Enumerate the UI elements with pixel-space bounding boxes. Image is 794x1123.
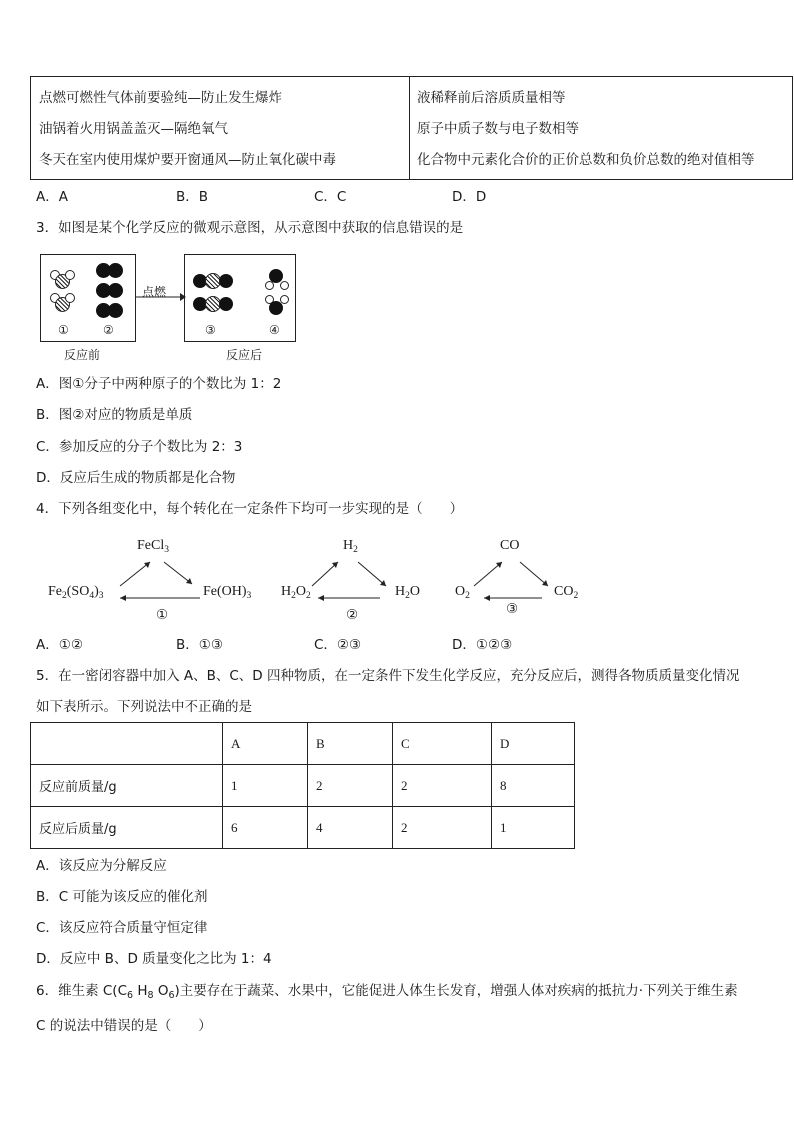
cell: 2 [393, 807, 492, 849]
table-right-line-2: 原子中质子数与电子数相等 [417, 121, 579, 137]
row-label: 反应前质量/g [31, 765, 223, 807]
header-empty [31, 723, 223, 765]
black-atom [269, 301, 283, 315]
black-atom [219, 274, 233, 288]
row-label: 反应后质量/g [31, 807, 223, 849]
label-2: ② [103, 323, 114, 337]
g3-right-co2: $CO_2$ [554, 584, 579, 601]
q6-stem-line2: C 的说法中错误的是（ ） [36, 1018, 212, 1034]
g1-number: ① [156, 607, 169, 623]
header-b: B [308, 723, 393, 765]
black-atom [108, 263, 123, 278]
q5-option-c: C．该反应符合质量守恒定律 [36, 920, 208, 936]
q3-option-b: B．图②对应的物质是单质 [36, 407, 193, 423]
g3-top-co: CO [500, 538, 520, 553]
q4-stem: 4．下列各组变化中，每个转化在一定条件下均可一步实现的是（ ） [36, 501, 464, 517]
q6-sub-h: 8 [147, 990, 154, 1001]
g1-right-feoh3: $Fe(OH)_3$ [203, 584, 252, 601]
q3-stem: 3．如图是某个化学反应的微观示意图，从示意图中获取的信息错误的是 [36, 220, 464, 236]
label-4: ④ [269, 323, 280, 337]
cell: 6 [223, 807, 308, 849]
h-atom [280, 281, 289, 290]
q4-option-b: B．①③ [176, 637, 223, 653]
label-1: ① [58, 323, 69, 337]
g3-left-o2: $O_2$ [455, 584, 470, 601]
g1-arrows-icon [40, 550, 270, 610]
q2-option-d: D．D [452, 189, 487, 205]
condition-table [30, 76, 793, 180]
box-before [40, 254, 136, 342]
q5-stem-line2: 如下表所示。下列说法中不正确的是 [36, 699, 252, 715]
q5-option-b: B．C 可能为该反应的催化剂 [36, 889, 208, 905]
arrow-label-ignite: 点燃 [142, 285, 167, 299]
q4-option-d: D．①②③ [452, 637, 513, 653]
caption-before: 反应前 [64, 348, 101, 362]
q5-option-d: D．反应中 B、D 质量变化之比为 1：4 [36, 951, 272, 967]
label-3: ③ [205, 323, 216, 337]
header-c: C [393, 723, 492, 765]
table-left-line-1: 点燃可燃性气体前要验纯—防止发生爆炸 [39, 90, 282, 106]
cell: 1 [492, 807, 575, 849]
q6-sub-c: 6 [127, 990, 134, 1001]
table-left-line-3: 冬天在室内使用煤炉要开窗通风—防止氧化碳中毒 [39, 152, 336, 168]
q3-option-d: D．反应后生成的物质都是化合物 [36, 470, 236, 486]
table-row [31, 807, 575, 849]
table-right-line-1: 液稀释前后溶质质量相等 [417, 90, 566, 106]
table-left-line-2: 油锅着火用锅盖盖灭—隔绝氧气 [39, 121, 228, 137]
q2-option-b: B．B [176, 189, 209, 205]
mass-change-table [30, 722, 575, 849]
table-row [31, 765, 575, 807]
g2-number: ② [346, 607, 359, 623]
q6-stem-b: )主要存在于蔬菜、水果中，它能促进人体生长发育，增强人体对疾病的抵抗力·下列关于维生素 [174, 983, 738, 999]
q5-option-a: A．该反应为分解反应 [36, 858, 167, 874]
q3-option-a: A．图①分子中两种原子的个数比为 1：2 [36, 376, 282, 392]
g2-arrows-icon [270, 550, 420, 610]
q4-option-c: C．②③ [314, 637, 362, 653]
g1-left-fe2so43: $Fe_2(SO_4)_3$ [48, 584, 104, 601]
black-atom [219, 297, 233, 311]
q2-option-c: C．C [314, 189, 347, 205]
q6-sub-o: 6 [168, 990, 175, 1001]
h-atom [265, 281, 274, 290]
q6-mid-h: H [133, 983, 148, 999]
q5-stem-line1: 5．在一密闭容器中加入 A、B、C、D 四种物质，在一定条件下发生化学反应，充分反应后，测得各物质质量变化情况 [36, 668, 740, 684]
box-after [184, 254, 296, 342]
q6-stem-line1 [36, 982, 738, 1000]
cell: 8 [492, 765, 575, 807]
g2-right-h2o: $H_2O$ [395, 584, 420, 601]
cell: 2 [393, 765, 492, 807]
h-atom [65, 293, 75, 303]
table-right-line-3: 化合物中元素化合价的正价总数和负价总数的绝对值相等 [417, 152, 755, 168]
h-atom [65, 270, 75, 280]
table-divider [409, 77, 410, 179]
cell: 4 [308, 807, 393, 849]
header-d: D [492, 723, 575, 765]
cell: 1 [223, 765, 308, 807]
reaction-arrow-icon [134, 292, 186, 302]
q6-stem-a: 6．维生素 C(C [36, 983, 127, 999]
black-atom [108, 303, 123, 318]
g2-top-h2: $H_2$ [343, 538, 358, 555]
q4-option-a: A．①② [36, 637, 83, 653]
header-a: A [223, 723, 308, 765]
q2-option-a: A．A [36, 189, 68, 205]
table-header-row [31, 723, 575, 765]
g1-top-fecl3: FeCl$_3$ [137, 538, 169, 555]
g3-arrows-icon [450, 550, 580, 610]
q3-option-c: C．参加反应的分子个数比为 2：3 [36, 439, 243, 455]
g2-left-h2o2: $H_2O_2$ [281, 584, 311, 601]
g3-number: ③ [506, 601, 519, 617]
q6-mid-o: O [153, 983, 169, 999]
black-atom [108, 283, 123, 298]
cell: 2 [308, 765, 393, 807]
caption-after: 反应后 [226, 348, 263, 362]
